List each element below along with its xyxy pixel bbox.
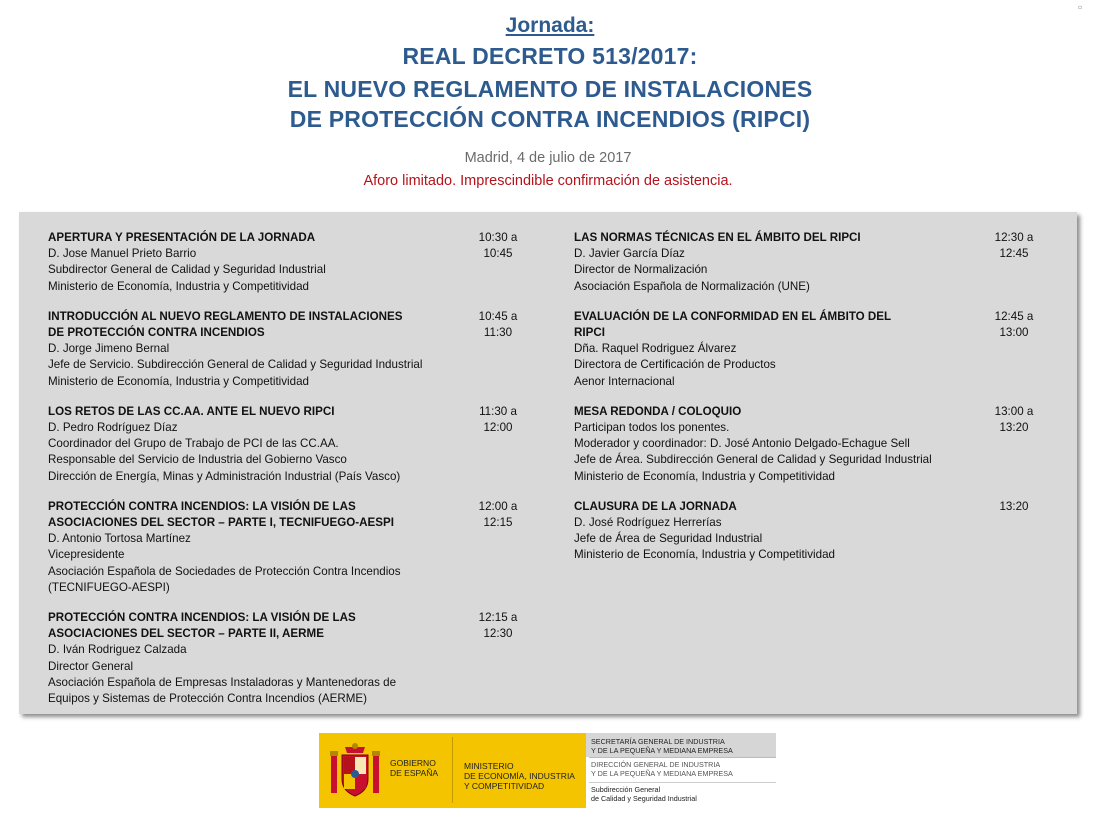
- session-speaker: D. Antonio Tortosa Martínez: [48, 532, 191, 546]
- session-org: Asociación Española de Normalización (UNE): [574, 279, 810, 293]
- session-speaker: D. Javier García Díaz: [574, 247, 685, 261]
- session-moderator: Moderador y coordinador: D. José Antonio Delgado-Echague Sell: [574, 437, 910, 451]
- session-item: [48, 499, 528, 596]
- session-time-end: 13:00: [999, 326, 1029, 340]
- session-role: Jefe de Servicio. Subdirección General de Calidad y Seguridad Industrial: [48, 358, 423, 372]
- session-time-end: 12:30: [483, 627, 513, 641]
- ministry-name-line: Y COMPETITIVIDAD: [464, 781, 545, 791]
- session-org: Dirección de Energía, Minas y Administración Industrial (País Vasco): [48, 469, 401, 483]
- session-role: Jefe de Área. Subdirección General de Calidad y Seguridad Industrial: [574, 453, 932, 467]
- capacity-notice: Aforo limitado. Imprescindible confirmación de asistencia.: [363, 173, 733, 189]
- session-time-start: 11:30 a: [479, 404, 517, 418]
- session-item: [574, 309, 1054, 390]
- session-item: [574, 499, 1054, 564]
- session-item: [574, 230, 1054, 295]
- jornada-label: Jornada:: [505, 14, 595, 37]
- coat-of-arms-icon: [327, 741, 383, 801]
- secretariat-name-line: Y DE LA PEQUEÑA Y MEDIANA EMPRESA: [591, 745, 733, 755]
- session-time: [468, 499, 528, 531]
- session-title: APERTURA Y PRESENTACIÓN DE LA JORNADA: [48, 231, 316, 244]
- session-title: EVALUACIÓN DE LA CONFORMIDAD EN EL ÁMBITO DEL RIPCI: [574, 309, 891, 340]
- footer-logos: [319, 733, 776, 808]
- session-speaker: Dña. Raquel Rodriguez Álvarez: [574, 342, 737, 356]
- session-time: [468, 230, 528, 262]
- session-time-start: 12:45 a: [994, 309, 1034, 323]
- session-time: [468, 404, 528, 436]
- session-time-start: 12:00 a: [478, 499, 518, 513]
- session-role: Director General: [48, 659, 134, 673]
- session-time-start: 12:15 a: [478, 611, 518, 625]
- session-role: Vicepresidente: [48, 548, 125, 562]
- session-item: [48, 404, 528, 485]
- session-time: [984, 309, 1044, 341]
- session-item: [48, 309, 528, 390]
- session-time-end: 11:30: [483, 326, 513, 340]
- session-role: Coordinador del Grupo de Trabajo de PCI de las CC.AA.: [48, 437, 339, 451]
- ministry-name-line: DE ECONOMÍA, INDUSTRIA: [464, 771, 575, 781]
- title-line-3: DE PROTECCIÓN CONTRA INCENDIOS (RIPCI): [289, 106, 811, 132]
- ministry-name: [464, 761, 575, 791]
- session-org: Aenor Internacional: [574, 374, 675, 388]
- government-name-line: DE ESPAÑA: [390, 768, 439, 778]
- session-time-end: 10:45: [483, 247, 513, 261]
- event-date: Madrid, 4 de julio de 2017: [464, 150, 632, 166]
- ministry-name-line: MINISTERIO: [464, 761, 514, 771]
- session-time-start: 10:45 a: [478, 309, 518, 323]
- directorate-name-line: Y DE LA PEQUEÑA Y MEDIANA EMPRESA: [591, 768, 733, 778]
- session-time: [468, 309, 528, 341]
- subdirectorate-name-line: Subdirección General: [591, 785, 661, 794]
- directorate-name-line: DIRECCIÓN GENERAL DE INDUSTRIA: [591, 760, 721, 769]
- session-time-start: 13:20: [999, 499, 1029, 513]
- session-speaker: D. Iván Rodriguez Calzada: [48, 643, 187, 657]
- session-time: [984, 230, 1044, 262]
- session-title: CLAUSURA DE LA JORNADA: [574, 499, 737, 513]
- session-time-start: 13:00 a: [994, 404, 1034, 418]
- session-role: Subdirector General de Calidad y Seguridad Industrial: [48, 263, 326, 277]
- session-time: [984, 404, 1044, 436]
- session-time: [984, 499, 1044, 515]
- session-role: Jefe de Área de Seguridad Industrial: [574, 532, 763, 546]
- session-speaker: D. Pedro Rodríguez Díaz: [48, 421, 178, 435]
- footer-separator: [589, 757, 776, 758]
- session-speaker: D. Jorge Jimeno Bernal: [48, 342, 170, 356]
- session-title: LAS NORMAS TÉCNICAS EN EL ÁMBITO DEL RIPCI: [574, 231, 861, 244]
- session-time: [468, 610, 528, 642]
- session-item: [48, 610, 528, 707]
- directorate-name: [591, 761, 733, 778]
- session-title: LOS RETOS DE LAS CC.AA. ANTE EL NUEVO RIPCI: [48, 404, 335, 418]
- session-time-end: 13:20: [999, 421, 1029, 435]
- session-speaker: Participan todos los ponentes.: [574, 421, 730, 435]
- session-speaker: D. Jose Manuel Prieto Barrio: [48, 247, 197, 261]
- subdirectorate-name-line: de Calidad y Seguridad Industrial: [591, 793, 697, 803]
- session-item: [48, 230, 528, 295]
- session-time-end: 12:00: [483, 421, 513, 435]
- session-title: PROTECCIÓN CONTRA INCENDIOS: LA VISIÓN DE LAS ASOCIACIONES DEL SECTOR – PARTE II, AERME: [48, 611, 356, 641]
- session-org: Asociación Española de Empresas Instaladoras y Mantenedoras de: [48, 675, 397, 689]
- session-org: Ministerio de Economía, Industria y Competitividad: [574, 548, 835, 562]
- session-role: Director de Normalización: [574, 263, 708, 277]
- footer-divider: [452, 737, 453, 803]
- secretariat-name-line: SECRETARÍA GENERAL DE INDUSTRIA: [591, 737, 725, 746]
- program-column-left: [48, 230, 528, 721]
- program-box: [19, 212, 1077, 714]
- session-time-end: 12:15: [483, 516, 513, 530]
- corner-mark-icon: ▫: [1078, 0, 1083, 14]
- session-org: Ministerio de Economía, Industria y Competitividad: [48, 374, 309, 388]
- session-org: Ministerio de Economía, Industria y Competitividad: [574, 469, 835, 483]
- government-name: [390, 758, 438, 778]
- session-title: INTRODUCCIÓN AL NUEVO REGLAMENTO DE INSTALACIONES DE PROTECCIÓN CONTRA INCENDIOS: [48, 309, 403, 340]
- subdirectorate-name: [591, 786, 697, 803]
- session-time-start: 10:30 a: [478, 231, 518, 244]
- session-item: [574, 404, 1054, 485]
- title-line-2: EL NUEVO REGLAMENTO DE INSTALACIONES: [287, 76, 813, 102]
- session-title: MESA REDONDA / COLOQUIO: [574, 404, 742, 418]
- program-column-right: [574, 230, 1054, 578]
- session-role: Directora de Certificación de Productos: [574, 358, 776, 372]
- session-time-end: 12:45: [999, 247, 1029, 261]
- session-role: Responsable del Servicio de Industria del Gobierno Vasco: [48, 453, 347, 467]
- title-line-1: REAL DECRETO 513/2017:: [402, 43, 698, 69]
- session-org: (TECNIFUEGO-AESPI): [48, 580, 170, 594]
- government-name-line: GOBIERNO: [390, 758, 436, 768]
- session-title: PROTECCIÓN CONTRA INCENDIOS: LA VISIÓN DE LAS ASOCIACIONES DEL SECTOR – PARTE I, TECNIFUEGO-AESPI: [48, 499, 394, 530]
- session-org: Equipos y Sistemas de Protección Contra Incendios (AERME): [48, 692, 367, 706]
- footer-separator: [589, 782, 776, 783]
- session-speaker: D. José Rodríguez Herrerías: [574, 516, 722, 530]
- secretariat-name: [591, 738, 733, 755]
- session-org: Asociación Española de Sociedades de Protección Contra Incendios: [48, 564, 401, 578]
- session-org: Ministerio de Economía, Industria y Competitividad: [48, 279, 309, 293]
- session-time-start: 12:30 a: [994, 231, 1034, 244]
